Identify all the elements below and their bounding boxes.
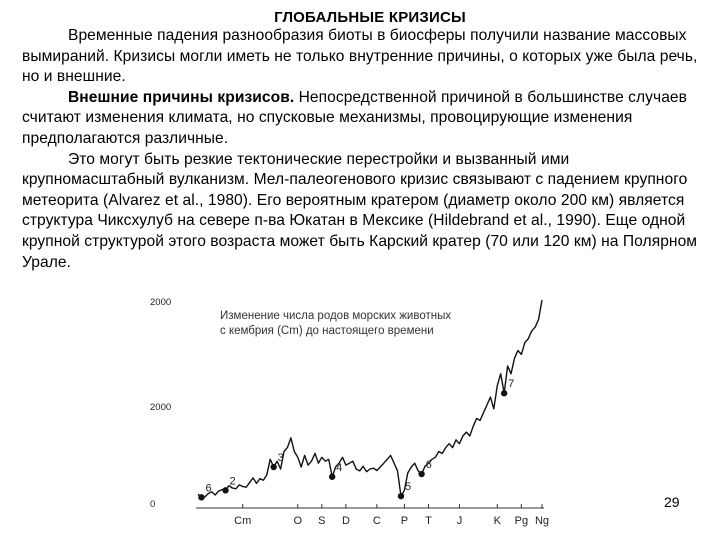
y-tick-label: 0 <box>150 499 156 510</box>
extinction-marker-label: 7 <box>508 378 515 391</box>
extinction-marker-label: 6 <box>205 482 212 495</box>
chart-title-line-2: с кембрия (Cm) до настоящего времени <box>220 325 434 337</box>
extinction-markers <box>198 378 514 500</box>
paragraph-3: Это могут быть резкие тектонические перестройки и вызванный ими крупномасштабный вулканизм. Мел-палеогенового кризис связывают с падением крупного метеорита (Alvarez et al., 1980). Его вероятным кратером (диаметр около 200 км) является структура Чиксхулуб на севере п-ва Юкатан в Мексике (Hildebrand et al., 1990). Еще одной крупной структурой этого возраста может быть Карский кратер (70 или 120 км) на Полярном Урале. <box>22 150 698 271</box>
page-number: 29 <box>664 494 680 510</box>
x-tick-label: P <box>400 515 409 527</box>
extinction-marker-dot <box>501 390 507 396</box>
x-tick-label: T <box>425 515 432 527</box>
x-tick-label: K <box>493 515 501 527</box>
extinction-marker-dot <box>270 464 276 470</box>
x-tick-label: C <box>372 515 381 527</box>
extinction-marker-label: 6 <box>425 459 432 472</box>
extinction-marker-dot <box>198 494 204 500</box>
chart-title-line-1: Изменение числа родов морских животных <box>220 310 452 322</box>
paragraph-1: Временные падения разнообразия биоты в биосферы получили название массовых вымираний. Кризисы могли иметь не только внутренние причины, о которых уже была речь, но и внешние. <box>22 27 698 86</box>
x-tick-label: D <box>341 515 350 527</box>
x-tick-label: Cm <box>234 515 252 527</box>
x-axis-ticks <box>234 504 549 527</box>
extinction-marker-dot <box>222 487 228 493</box>
paragraph-2 <box>22 88 698 150</box>
y-tick-label: 2000 <box>150 297 172 308</box>
slide-title: ГЛОБАЛЬНЫЕ КРИЗИСЫ <box>274 9 466 26</box>
genera-diversity-chart <box>140 290 560 530</box>
y-tick-label: 2000 <box>150 402 172 413</box>
x-tick-label: Pg <box>514 515 529 527</box>
extinction-marker-label: 5 <box>404 481 412 494</box>
extinction-marker-dot <box>418 471 424 477</box>
y-axis-ticks <box>150 297 171 510</box>
x-tick-label: S <box>318 515 326 527</box>
extinction-marker-label: 2 <box>229 475 236 488</box>
x-tick-label: Ng <box>534 515 550 527</box>
body-text <box>22 26 698 273</box>
chart-svg <box>140 290 560 530</box>
paragraph-2-heading: Внешние причины кризисов. <box>68 88 295 106</box>
extinction-marker-dot <box>398 493 404 499</box>
paragraph-2-text: Непосредственной причиной в большинстве случаев считают изменения климата, но спусковые механизмы, провоцирующие изменения предполагаются различные. <box>22 88 687 147</box>
extinction-marker-label: 4 <box>336 461 343 474</box>
extinction-marker-label: 3 <box>277 452 284 465</box>
x-tick-label: J <box>456 515 463 527</box>
extinction-marker-dot <box>329 474 335 480</box>
x-tick-label: O <box>293 515 303 527</box>
